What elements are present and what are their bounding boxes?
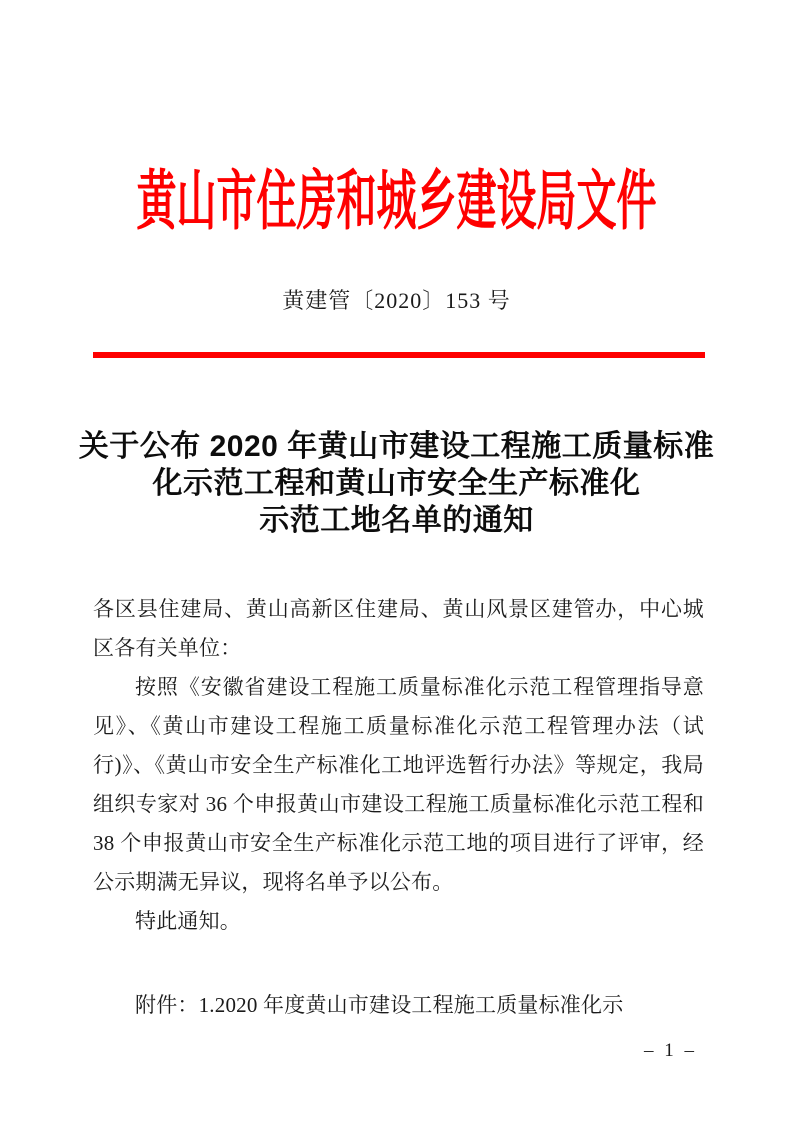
document-title <box>0 428 793 539</box>
page-number: – 1 – <box>644 1040 697 1061</box>
paragraph-line-3: 行)》、《黄山市安全生产标准化工地评选暂行办法》等规定，我局 <box>93 753 704 777</box>
salutation-line-2: 区各有关单位： <box>93 636 242 660</box>
paragraph-line-5: 38 个申报黄山市安全生产标准化示范工地的项目进行了评审，经 <box>93 831 704 855</box>
document-body <box>93 590 704 1025</box>
paragraph-line-1: 按照《安徽省建设工程施工质量标准化示范工程管理指导意 <box>135 675 704 699</box>
document-title-line-1: 关于公布 2020 年黄山市建设工程施工质量标准 <box>78 430 715 463</box>
attachment-line: 附件：1.2020 年度黄山市建设工程施工质量标准化示 <box>135 993 624 1017</box>
paragraph-line-2: 见》、《黄山市建设工程施工质量标准化示范工程管理办法（试 <box>93 714 704 738</box>
paragraph-line-6: 公示期满无异议，现将名单予以公布。 <box>93 870 454 894</box>
closing-line: 特此通知。 <box>135 909 241 933</box>
red-separator-line <box>93 352 705 358</box>
document-number: 黄建管〔2020〕153 号 <box>282 288 511 313</box>
salutation-line-1: 各区县住建局、黄山高新区住建局、黄山风景区建管办，中心城 <box>93 597 704 621</box>
paragraph-line-4: 组织专家对 36 个申报黄山市建设工程施工质量标准化示范工程和 <box>93 792 704 816</box>
document-title-line-3: 示范工地名单的通知 <box>259 504 534 537</box>
document-title-line-2: 化示范工程和黄山市安全生产标准化 <box>152 467 641 500</box>
agency-header-title: 黄山市住房和城乡建设局文件 <box>136 164 657 238</box>
